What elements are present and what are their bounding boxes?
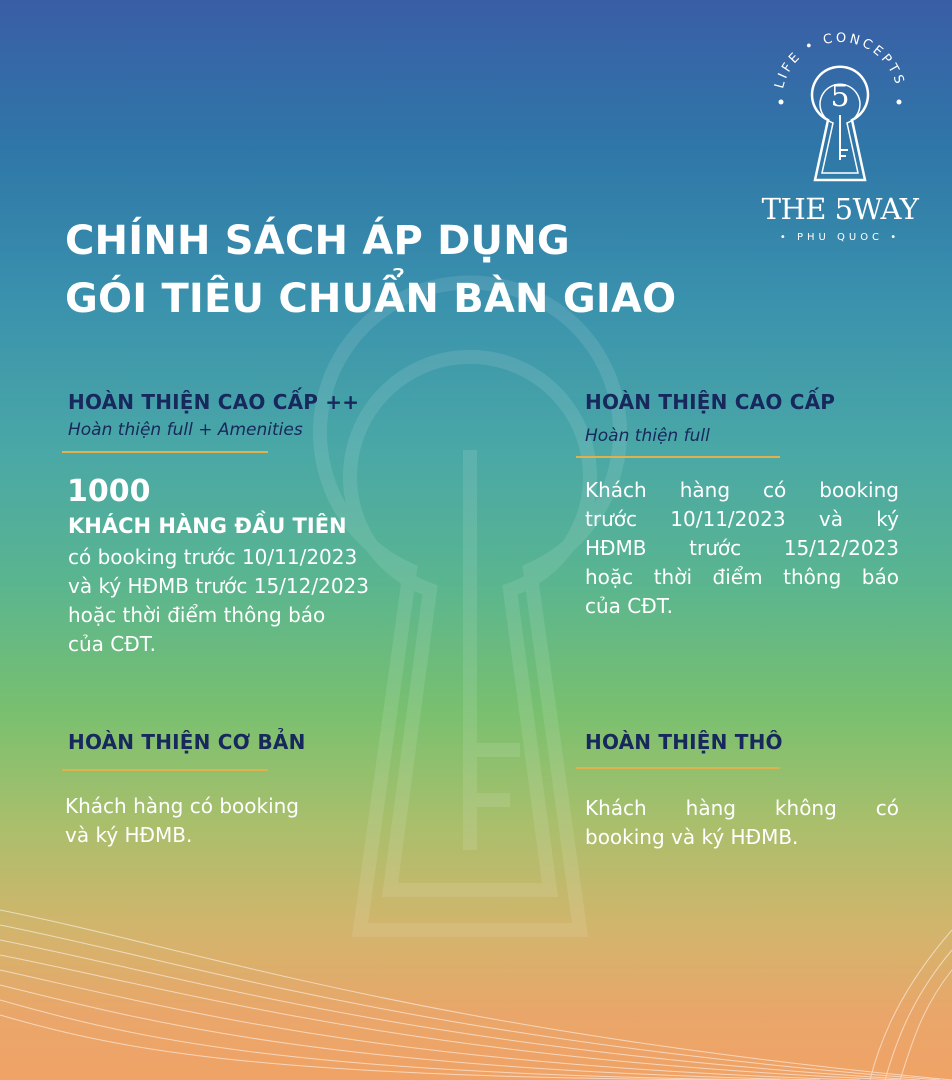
logo-arc-text: LIFE • CONCEPTS [772,30,908,91]
description-line: HĐMB trước 15/12/2023 [585,536,899,560]
description-line: và ký HĐMB trước 15/12/2023 [68,574,369,598]
package-premium [585,390,835,446]
description-line: Khách hàng có booking [65,794,300,818]
description-line: hoặc thời điểm thông báo [68,603,326,627]
divider-premium [576,456,780,458]
package-raw-description [585,794,899,852]
logo-numeral: 5 [830,79,850,114]
package-premium-plus-description [68,543,428,659]
divider-basic [62,769,268,771]
brand-logo [760,10,920,245]
logo-location: • PHU QUOC • [779,232,901,243]
package-basic-description [65,792,425,850]
package-premium-heading: HOÀN THIỆN CAO CẤP [585,390,836,414]
description-line: và ký HĐMB. [65,823,193,847]
keyhole-logo-icon [760,10,920,195]
package-premium-subheading: Hoàn thiện full [585,426,710,446]
package-basic [68,730,306,754]
page-title-line-1: CHÍNH SÁCH ÁP DỤNG [65,218,570,264]
page-title-line-2: GÓI TIÊU CHUẨN BÀN GIAO [65,276,677,322]
package-premium-description [585,476,899,621]
description-line: booking và ký HĐMB. [585,825,799,849]
package-premium-plus-subheading: Hoàn thiện full + Amenities [68,420,303,440]
logo-wordmark: THE 5WAY [761,192,919,226]
package-raw [585,730,783,754]
highlight-number: 1000 [67,474,151,509]
description-line: trước 10/11/2023 và ký [585,507,899,531]
decorative-waves [0,890,952,1080]
package-raw-heading: HOÀN THIỆN THÔ [585,730,783,754]
description-line: của CĐT. [585,594,673,618]
description-line: hoặc thời điểm thông báo [585,565,899,589]
package-basic-heading: HOÀN THIỆN CƠ BẢN [68,730,306,754]
package-premium-plus [68,390,359,440]
divider-premium-plus [62,451,268,453]
description-line: có booking trước 10/11/2023 [68,545,358,569]
page-title [65,212,676,328]
description-line: Khách hàng không có [585,796,899,820]
description-line: Khách hàng có booking [585,478,899,502]
divider-raw [576,767,780,769]
package-premium-plus-heading: HOÀN THIỆN CAO CẤP ++ [68,390,360,414]
highlight-label: KHÁCH HÀNG ĐẦU TIÊN [68,514,347,538]
description-line: của CĐT. [68,632,156,656]
